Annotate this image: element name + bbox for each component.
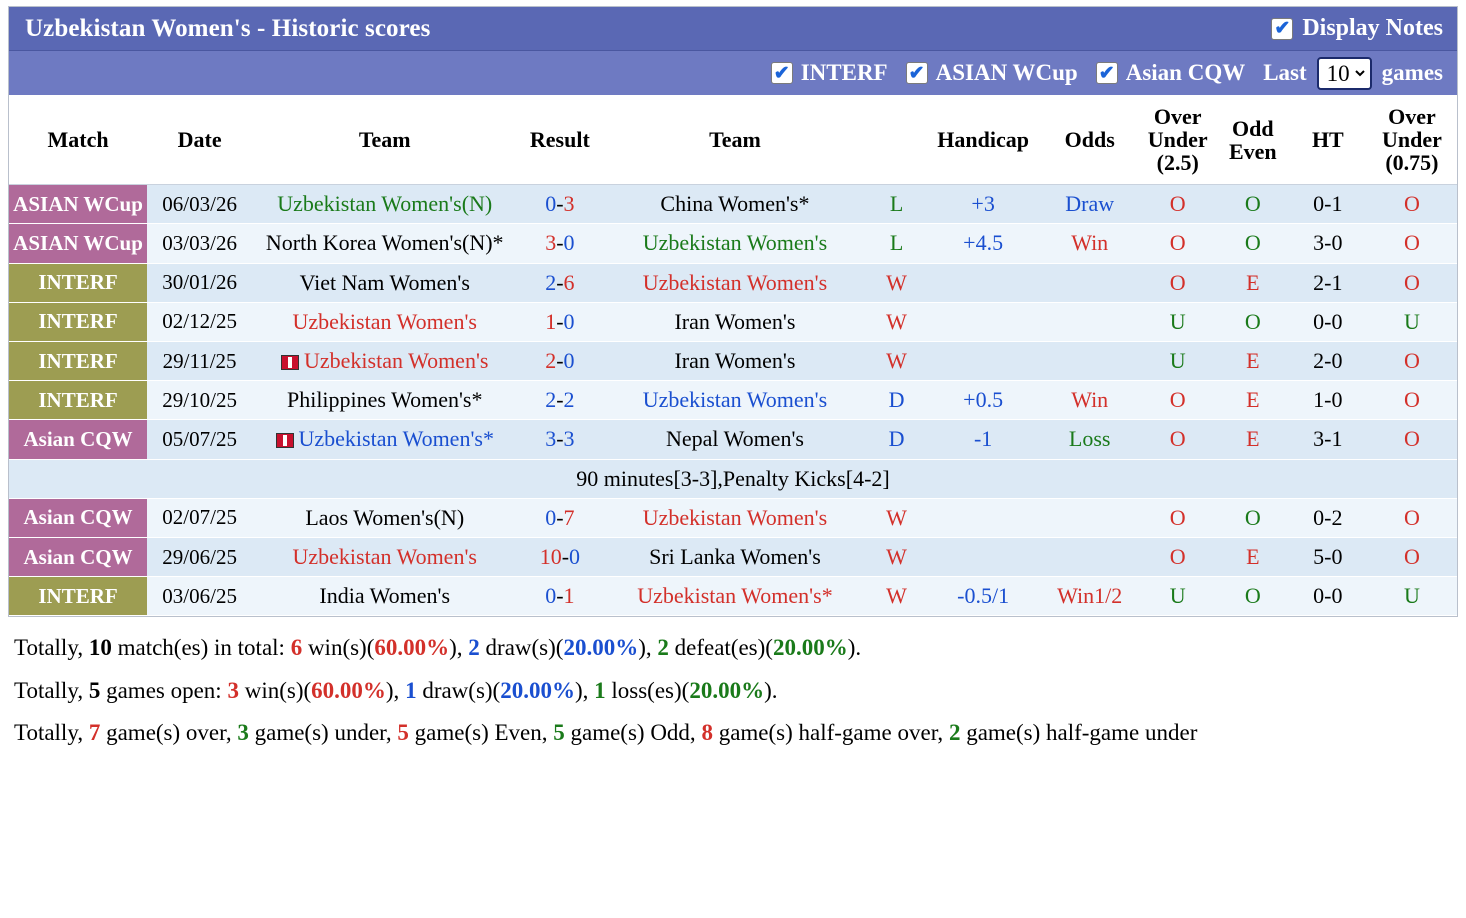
result-dash: - [556, 269, 564, 295]
cell-competition[interactable]: INTERF [9, 381, 147, 420]
col-ou075-line2: Under [1381, 127, 1442, 153]
cell-half-time: 0-0 [1289, 302, 1367, 341]
cell-odds: Win [1041, 381, 1139, 420]
col-over-under-075[interactable] [1367, 95, 1457, 185]
cell-odd-even: E [1217, 537, 1289, 576]
cell-result[interactable] [517, 185, 602, 224]
cell-away-team[interactable]: Iran Women's [602, 342, 867, 381]
home-team-label: India Women's [319, 583, 451, 609]
s2-p2: games open: [106, 677, 222, 703]
cell-result[interactable] [517, 420, 602, 459]
cell-result[interactable] [517, 577, 602, 616]
result-dash: - [556, 583, 564, 609]
s2-wins: 3 [227, 677, 239, 703]
checkbox-icon-display-notes[interactable]: ✔ [1271, 18, 1293, 40]
result-home-goals: 1 [545, 308, 557, 334]
s3-p5: game(s) Odd, [570, 720, 696, 746]
table-row[interactable] [9, 263, 1457, 302]
s2-losses: 1 [594, 677, 606, 703]
s3-p2: game(s) over, [106, 720, 232, 746]
cell-odds: Win1/2 [1041, 577, 1139, 616]
table-row[interactable] [9, 302, 1457, 341]
cell-away-team[interactable]: Uzbekistan Women's [602, 381, 867, 420]
cell-over-under-25: O [1139, 498, 1217, 537]
historic-scores-table [9, 95, 1457, 616]
cell-outcome: L [868, 224, 926, 263]
checkbox-icon-asian-cqw[interactable]: ✔ [1096, 62, 1118, 84]
result-away-goals: 0 [569, 543, 581, 569]
s2-p6: ), [574, 677, 589, 703]
checkbox-icon-asian-wcup[interactable]: ✔ [906, 62, 928, 84]
panel-titlebar [9, 7, 1457, 51]
s2-draws: 1 [405, 677, 417, 703]
cell-competition[interactable]: Asian CQW [9, 420, 147, 459]
cell-over-under-075: O [1367, 224, 1457, 263]
cell-result[interactable] [517, 498, 602, 537]
cell-half-time: 3-1 [1289, 420, 1367, 459]
filter-bar [9, 51, 1457, 95]
red-card-icon [281, 355, 299, 370]
cell-home-team[interactable] [252, 263, 517, 302]
games-count-select-wrap[interactable] [1317, 57, 1372, 90]
result-home-goals: 2 [545, 387, 557, 413]
s2-p8: ). [764, 677, 778, 703]
result-dash: - [556, 504, 564, 530]
cell-outcome: W [868, 577, 926, 616]
cell-away-team[interactable]: Uzbekistan Women's* [602, 577, 867, 616]
result-dash: - [556, 387, 564, 413]
cell-date: 05/07/25 [147, 420, 252, 459]
s2-p7: loss(es)( [611, 677, 690, 703]
cell-over-under-075: O [1367, 381, 1457, 420]
cell-odds: Win [1041, 224, 1139, 263]
cell-handicap: +3 [926, 185, 1041, 224]
result-away-goals: 0 [563, 348, 575, 374]
result-home-goals: 0 [545, 191, 557, 217]
cell-over-under-075: U [1367, 577, 1457, 616]
s3-odd: 5 [553, 720, 565, 746]
cell-odd-even: E [1217, 342, 1289, 381]
table-row[interactable] [9, 342, 1457, 381]
s3-p6: game(s) half-game over, [718, 720, 944, 746]
cell-handicap [926, 537, 1041, 576]
s1-p2: match(es) in total: [117, 635, 285, 661]
cell-result[interactable] [517, 342, 602, 381]
cell-odds: Draw [1041, 185, 1139, 224]
s3-p1: Totally, [14, 720, 84, 746]
cell-outcome: W [868, 498, 926, 537]
cell-away-team[interactable]: Uzbekistan Women's [602, 498, 867, 537]
s3-half-under: 2 [948, 720, 961, 746]
s3-p4: game(s) Even, [414, 720, 548, 746]
cell-handicap: +0.5 [926, 381, 1041, 420]
cell-date: 03/03/26 [147, 224, 252, 263]
cell-odds [1041, 498, 1139, 537]
col-over-under-25[interactable] [1139, 95, 1217, 185]
col-ou25-line3: (2.5) [1156, 150, 1199, 176]
result-home-goals: 2 [545, 269, 557, 295]
s2-loss-pct: 20.00% [689, 677, 765, 703]
cell-odds: Loss [1041, 420, 1139, 459]
col-ou075-line3: (0.75) [1385, 150, 1439, 176]
cell-competition[interactable]: INTERF [9, 342, 147, 381]
s1-wins: 6 [290, 635, 303, 661]
cell-half-time: 1-0 [1289, 381, 1367, 420]
cell-half-time: 5-0 [1289, 537, 1367, 576]
table-row[interactable] [9, 224, 1457, 263]
filter-asian-cqw[interactable] [1096, 60, 1246, 86]
result-away-goals: 6 [563, 269, 575, 295]
checkbox-icon-interf[interactable]: ✔ [771, 62, 793, 84]
cell-outcome: W [868, 302, 926, 341]
cell-date: 02/12/25 [147, 302, 252, 341]
cell-over-under-25: U [1139, 302, 1217, 341]
s1-draws: 2 [468, 635, 480, 661]
cell-over-under-25: O [1139, 381, 1217, 420]
col-odd-even[interactable] [1217, 95, 1289, 185]
cell-over-under-25: O [1139, 224, 1217, 263]
table-body [9, 185, 1457, 616]
cell-date: 06/03/26 [147, 185, 252, 224]
cell-handicap [926, 342, 1041, 381]
scores-panel [8, 6, 1458, 617]
cell-over-under-075: O [1367, 537, 1457, 576]
cell-handicap: -0.5/1 [926, 577, 1041, 616]
cell-odd-even: O [1217, 302, 1289, 341]
col-oddeven-line2: Even [1228, 138, 1277, 164]
result-dash: - [556, 308, 564, 334]
result-home-goals: 0 [545, 504, 557, 530]
cell-half-time: 0-0 [1289, 577, 1367, 616]
summary-line-1 [14, 627, 1452, 670]
s1-p4: ), [449, 635, 463, 661]
cell-outcome: L [868, 185, 926, 224]
col-ht[interactable]: HT [1289, 95, 1367, 185]
s1-defeats: 2 [657, 635, 669, 661]
col-ou25-line1: Over [1153, 104, 1202, 129]
last-label: Last [1263, 60, 1307, 85]
cell-home-team[interactable] [252, 381, 517, 420]
s3-even: 5 [397, 720, 409, 746]
result-away-goals: 1 [563, 583, 575, 609]
filter-asian-cqw-label: Asian CQW [1125, 60, 1246, 85]
cell-half-time: 0-1 [1289, 185, 1367, 224]
cell-result[interactable] [517, 224, 602, 263]
cell-outcome: W [868, 342, 926, 381]
cell-date: 29/11/25 [147, 342, 252, 381]
cell-home-team[interactable] [252, 342, 517, 381]
cell-home-team[interactable] [252, 498, 517, 537]
display-notes-toggle[interactable] [1271, 15, 1443, 42]
cell-over-under-25: U [1139, 577, 1217, 616]
s3-p3: game(s) under, [254, 720, 392, 746]
s3-over: 7 [88, 720, 101, 746]
s1-defeat-pct: 20.00% [772, 635, 848, 661]
cell-competition[interactable]: ASIAN WCup [9, 185, 147, 224]
cell-home-team[interactable] [252, 537, 517, 576]
cell-date: 29/06/25 [147, 537, 252, 576]
col-team-home[interactable]: Team [252, 95, 517, 185]
table-row[interactable] [9, 185, 1457, 224]
table-row[interactable] [9, 420, 1457, 459]
col-result[interactable]: Result [517, 95, 602, 185]
home-team-label: North Korea Women's(N)* [265, 230, 504, 256]
display-notes-label: Display Notes [1302, 15, 1443, 41]
cell-home-team[interactable] [252, 302, 517, 341]
cell-handicap: +4.5 [926, 224, 1041, 263]
cell-handicap [926, 498, 1041, 537]
s2-win-pct: 60.00% [311, 677, 386, 703]
col-odds[interactable]: Odds [1041, 95, 1139, 185]
home-team-label: Uzbekistan Women's* [298, 426, 494, 452]
cell-outcome: D [868, 381, 926, 420]
red-card-icon [276, 433, 294, 448]
s1-p8: ). [847, 635, 862, 661]
table-row[interactable] [9, 537, 1457, 576]
cell-over-under-25: U [1139, 342, 1217, 381]
cell-home-team[interactable] [252, 420, 517, 459]
col-team-away[interactable]: Team [602, 95, 867, 185]
cell-result[interactable] [517, 537, 602, 576]
s2-p3: win(s)( [244, 677, 312, 703]
result-home-goals: 2 [545, 348, 557, 374]
s3-p7: game(s) half-game under [966, 720, 1198, 746]
home-team-label: Laos Women's(N) [305, 504, 465, 530]
cell-competition[interactable]: INTERF [9, 577, 147, 616]
cell-over-under-075: U [1367, 302, 1457, 341]
games-count-select[interactable] [1321, 60, 1368, 87]
table-row[interactable] [9, 381, 1457, 420]
result-away-goals: 3 [563, 191, 575, 217]
cell-away-team[interactable]: Iran Women's [602, 302, 867, 341]
result-away-goals: 3 [563, 426, 575, 452]
table-row[interactable] [9, 498, 1457, 537]
s1-draw-pct: 20.00% [563, 635, 639, 661]
result-home-goals: 3 [545, 426, 557, 452]
cell-date: 03/06/25 [147, 577, 252, 616]
s1-p1: Totally, [14, 635, 84, 661]
filter-asian-wcup-label: ASIAN WCup [935, 60, 1078, 85]
cell-odds [1041, 537, 1139, 576]
col-handicap[interactable]: Handicap [926, 95, 1041, 185]
result-dash: - [561, 543, 570, 569]
cell-half-time: 0-2 [1289, 498, 1367, 537]
cell-outcome: D [868, 420, 926, 459]
cell-outcome: W [868, 537, 926, 576]
match-note-row [9, 459, 1457, 498]
filter-asian-wcup[interactable] [906, 60, 1078, 86]
cell-odd-even: O [1217, 224, 1289, 263]
cell-over-under-25: O [1139, 420, 1217, 459]
s2-draw-pct: 20.00% [500, 677, 575, 703]
cell-away-team[interactable]: Uzbekistan Women's [602, 224, 867, 263]
cell-over-under-075: O [1367, 420, 1457, 459]
cell-odds [1041, 263, 1139, 302]
cell-competition[interactable]: ASIAN WCup [9, 224, 147, 263]
cell-result[interactable] [517, 263, 602, 302]
cell-over-under-075: O [1367, 342, 1457, 381]
filter-interf[interactable] [771, 60, 888, 86]
col-ou075-line1: Over [1388, 104, 1436, 129]
result-dash: - [556, 348, 564, 374]
col-date[interactable]: Date [147, 95, 252, 185]
cell-competition[interactable]: Asian CQW [9, 498, 147, 537]
cell-competition[interactable]: INTERF [9, 302, 147, 341]
cell-odd-even: E [1217, 263, 1289, 302]
cell-odd-even: O [1217, 185, 1289, 224]
cell-handicap [926, 263, 1041, 302]
s1-p3: win(s)( [307, 635, 375, 661]
result-away-goals: 7 [563, 504, 575, 530]
s1-total: 10 [88, 635, 112, 661]
home-team-label: Uzbekistan Women's [304, 348, 489, 374]
cell-odd-even: O [1217, 498, 1289, 537]
cell-result[interactable] [517, 302, 602, 341]
s2-p4: ), [385, 677, 400, 703]
home-team-label: Uzbekistan Women's(N) [277, 191, 493, 217]
cell-odd-even: O [1217, 577, 1289, 616]
s1-p7: defeat(es)( [674, 635, 773, 661]
cell-over-under-25: O [1139, 263, 1217, 302]
result-dash: - [556, 191, 564, 217]
table-header-row [9, 95, 1457, 185]
cell-away-team[interactable]: China Women's* [602, 185, 867, 224]
result-dash: - [556, 230, 564, 256]
cell-date: 29/10/25 [147, 381, 252, 420]
cell-half-time: 3-0 [1289, 224, 1367, 263]
cell-away-team[interactable]: Uzbekistan Women's [602, 263, 867, 302]
s3-half-over: 8 [701, 720, 713, 746]
cell-result[interactable] [517, 381, 602, 420]
cell-odds [1041, 342, 1139, 381]
summary-line-2 [14, 670, 1452, 713]
cell-odd-even: E [1217, 420, 1289, 459]
home-team-label: Philippines Women's* [286, 387, 483, 413]
cell-over-under-25: O [1139, 185, 1217, 224]
result-home-goals: 3 [545, 230, 557, 256]
cell-home-team[interactable] [252, 577, 517, 616]
s3-under: 3 [237, 720, 249, 746]
games-label: games [1381, 60, 1443, 85]
cell-home-team[interactable] [252, 185, 517, 224]
cell-over-under-075: O [1367, 185, 1457, 224]
s1-win-pct: 60.00% [374, 635, 450, 661]
col-wdl [868, 95, 926, 185]
cell-handicap: -1 [926, 420, 1041, 459]
cell-over-under-075: O [1367, 263, 1457, 302]
table-row[interactable] [9, 577, 1457, 616]
filter-interf-label: INTERF [800, 60, 888, 85]
s2-open: 5 [88, 677, 101, 703]
cell-away-team[interactable]: Sri Lanka Women's [602, 537, 867, 576]
col-ou25-line2: Under [1147, 127, 1208, 153]
match-note-text: 90 minutes[3-3],Penalty Kicks[4-2] [9, 459, 1457, 498]
result-away-goals: 0 [563, 230, 575, 256]
summary-line-3 [14, 712, 1452, 755]
s2-p5: draw(s)( [422, 677, 501, 703]
cell-over-under-075: O [1367, 498, 1457, 537]
cell-competition[interactable]: Asian CQW [9, 537, 147, 576]
cell-over-under-25: O [1139, 537, 1217, 576]
cell-odds [1041, 302, 1139, 341]
cell-half-time: 2-1 [1289, 263, 1367, 302]
result-away-goals: 0 [563, 308, 575, 334]
home-team-label: Uzbekistan Women's [292, 543, 477, 569]
result-away-goals: 2 [563, 387, 575, 413]
cell-odd-even: E [1217, 381, 1289, 420]
cell-away-team[interactable]: Nepal Women's [602, 420, 867, 459]
col-oddeven-line1: Odd [1231, 115, 1274, 141]
result-dash: - [556, 426, 564, 452]
cell-date: 02/07/25 [147, 498, 252, 537]
s1-p5: draw(s)( [485, 635, 564, 661]
cell-home-team[interactable] [252, 224, 517, 263]
s1-p6: ), [638, 635, 652, 661]
s2-p1: Totally, [14, 677, 84, 703]
cell-outcome: W [868, 263, 926, 302]
result-home-goals: 10 [539, 543, 562, 569]
home-team-label: Uzbekistan Women's [292, 308, 477, 334]
page-title: Uzbekistan Women's - Historic scores [25, 14, 431, 42]
cell-date: 30/01/26 [147, 263, 252, 302]
cell-competition[interactable]: INTERF [9, 263, 147, 302]
result-home-goals: 0 [545, 583, 557, 609]
cell-handicap [926, 302, 1041, 341]
home-team-label: Viet Nam Women's [299, 269, 470, 295]
summary-block [8, 617, 1458, 755]
col-match[interactable]: Match [9, 95, 147, 185]
cell-half-time: 2-0 [1289, 342, 1367, 381]
